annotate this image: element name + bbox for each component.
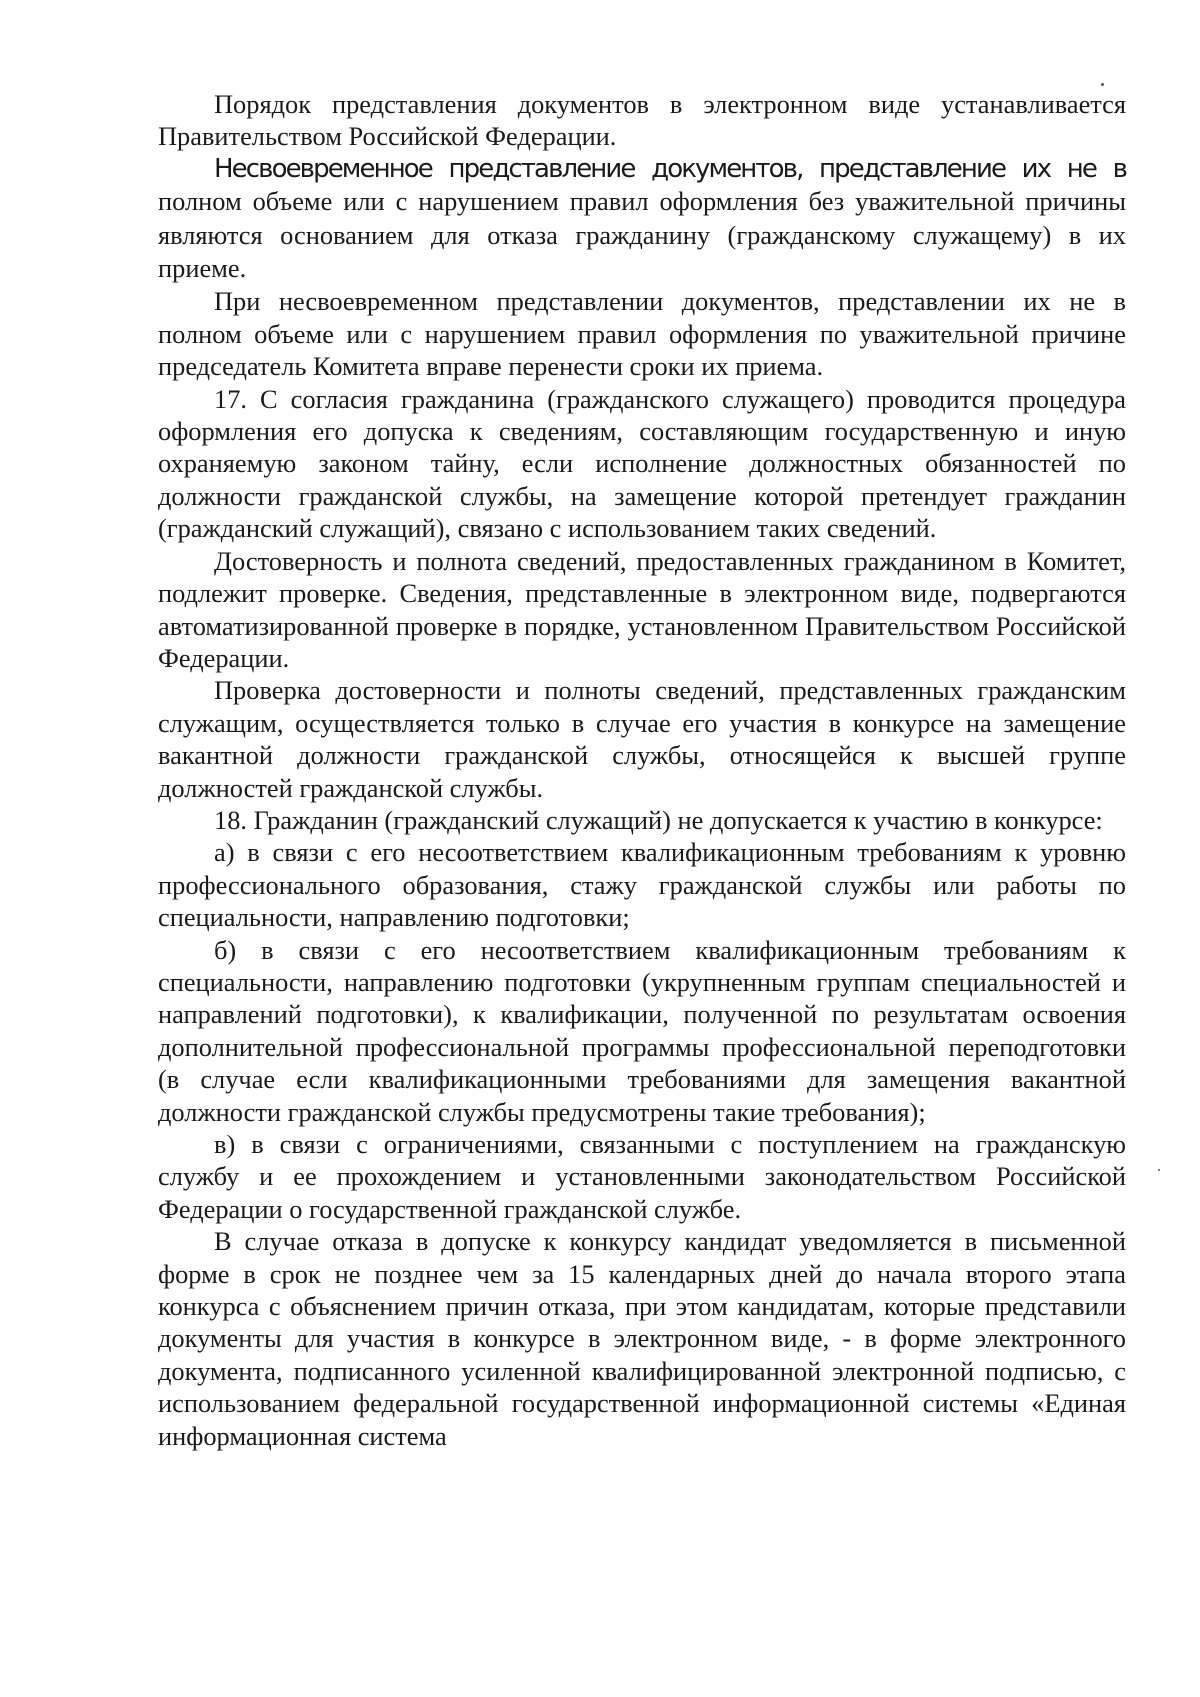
paragraph-10: в) в связи с ограничениями, связанными с поступлением на гражданскую службу и ее прохождением и установленными законодательством Российской Федерации о государственной гражданской службе.: [158, 1129, 1126, 1224]
paragraph-11: В случае отказа в допуске к конкурсу кандидат уведомляется в письменной форме в срок не позднее чем за 15 календарных дней до начала второго этапа конкурса с объяснением причин отказа, при этом кандидатам, которые представили документы для участия в конкурсе в электронном виде, - в форме электронного документа, подписанного усиленной квалифицированной электронной подписью, с использованием федеральной государственной информационной системы «Единая информационная система: [158, 1226, 1126, 1451]
paragraph-2-continuation: полном объеме или с нарушением правил оформления без уважительной причины являются основанием для отказа гражданину (гражданскому служащему) в их приеме.: [158, 186, 1126, 284]
scan-speck: [1101, 83, 1104, 86]
paragraph-5: Достоверность и полнота сведений, предоставленных гражданином в Комитет, подлежит проверке. Сведения, представленные в электронном виде, подвергаются автоматизированной проверке в порядке, установленном Правительством Российской Федерации.: [158, 545, 1126, 673]
paragraph-2-line-1: Несвоевременное представление документов, представление их не в: [214, 153, 1126, 184]
paragraph-9: б) в связи с его несоответствием квалификационным требованиям к специальности, направлению подготовки (укрупненным группам специальностей и направлений подготовки), к квалификации, полученной по результатам освоения дополнительной профессиональной программы профессиональной переподготовки (в случае если квалификационными требованиями для замещения вакантной должности гражданской службы предусмотрены такие требования);: [158, 934, 1126, 1127]
paragraph-8: а) в связи с его несоответствием квалификационным требованиям к уровню профессионального образования, стажу гражданской службы или работы по специальности, направлению подготовки;: [158, 837, 1126, 933]
paragraph-4: 17. С согласия гражданина (гражданского служащего) проводится процедура оформления его допуска к сведениям, составляющим государственную и иную охраняемую законом тайну, если исполнение должностных обязанностей по должности гражданской службы, на замещение которой претендует гражданин (гражданский служащий), связано с использованием таких сведений.: [158, 383, 1126, 544]
paragraph-6: Проверка достоверности и полноты сведений, представленных гражданским служащим, осуществляется только в случае его участия в конкурсе на замещение вакантной должности гражданской службы, относящейся к высшей группе должностей гражданской службы.: [158, 675, 1126, 803]
paragraph-1: Порядок представления документов в электронном виде устанавливается Правительством Российской Федерации.: [158, 89, 1126, 152]
document-page: [158, 88, 1126, 1452]
paragraph-2: [158, 153, 1126, 286]
paragraph-7: 18. Гражданин (гражданский служащий) не допускается к участию в конкурсе:: [214, 804, 1103, 835]
paragraph-3: При несвоевременном представлении документов, представлении их не в полном объеме или с нарушением правил оформления по уважительной причине председатель Комитета вправе перенести сроки их приема.: [158, 286, 1126, 382]
scan-speck: [1158, 1169, 1160, 1171]
